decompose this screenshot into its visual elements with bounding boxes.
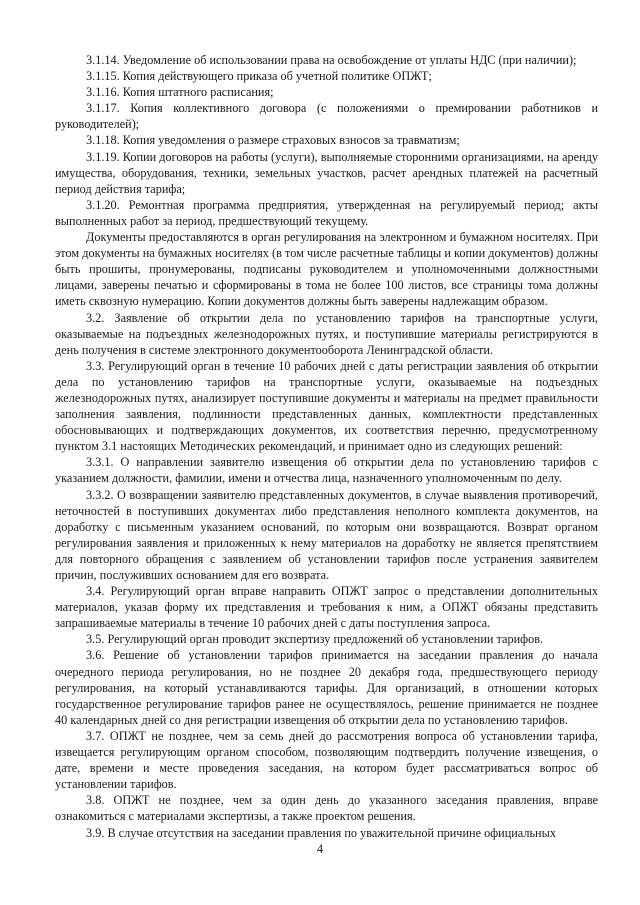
paragraph-3-3-2: 3.3.2. О возвращении заявителю представленных документов, в случае выявления противоречий, неточностей в поступивших документах либо представления неполного комплекта документов, на доработку с письменным указанием оснований, по которым они возвращаются. Возврат органом регулирования заявления и приложенных к нему материалов на доработку не является препятствием для повторного обращения с заявлением об установлении тарифов после устранения заявителем причин, послуживших основанием для его возврата.	[55, 487, 598, 582]
paragraph-3-3-1: 3.3.1. О направлении заявителю извещения об открытии дела по установлению тарифов с указанием должности, фамилии, имени и отчества лица, назначенного уполномоченным по делу.	[55, 455, 598, 486]
paragraph-3-7: 3.7. ОПЖТ не позднее, чем за семь дней до рассмотрения вопроса об установлении тарифа, извещается регулирующим органом способом, позволяющим подтвердить получение извещения, о дате, времени и месте проведения заседания, на котором будет рассматриваться вопрос об установлении тарифов.	[55, 728, 598, 792]
paragraph-3-9: 3.9. В случае отсутствия на заседании правления по уважительной причине официальных	[86, 825, 556, 840]
paragraph-3-4: 3.4. Регулирующий орган вправе направить ОПЖТ запрос о представлении дополнительных материалов, указав форму их представления и требования к ним, а ОПЖТ обязаны представить запрашиваемые материалы в течение 10 рабочих дней с даты поступления запроса.	[55, 584, 598, 631]
paragraph-3-8: 3.8. ОПЖТ не позднее, чем за один день до указанного заседания правления, вправе ознакомиться с материалами экспертизы, а также проектом решения.	[55, 793, 598, 824]
paragraph-3-1-19: 3.1.19. Копии договоров на работы (услуги), выполняемые сторонними организациями, на аренду имущества, оборудования, техники, земельных участков, расчет арендных платежей на расчетный период действия тарифа;	[55, 149, 598, 196]
page-number: 4	[316, 842, 324, 856]
paragraph-3-1-15: 3.1.15. Копия действующего приказа об учетной политике ОПЖТ;	[86, 69, 432, 84]
paragraph-3-6: 3.6. Решение об установлении тарифов принимается на заседании правления до начала очередного периода регулирования, но не позднее 20 декабря года, предшествующего периоду регулирования, на который устанавливаются тарифы. Для организаций, в отношении которых государственное регулирование тарифов ранее не осуществлялось, решение принимается не позднее 40 календарных дней со дня регистрации извещения об открытии дела по установлению тарифов.	[55, 648, 598, 727]
paragraph-3-1-16: 3.1.16. Копия штатного расписания;	[86, 85, 274, 100]
paragraph-3-1-17: 3.1.17. Копия коллективного договора (с положениями о премировании работников и руководителей);	[55, 101, 598, 132]
paragraph-3-1-20: 3.1.20. Ремонтная программа предприятия, утвержденная на регулируемый период; акты выполненных работ за период, предшествующий текущему.	[55, 197, 598, 228]
document-body	[55, 52, 598, 841]
paragraph-3-5: 3.5. Регулирующий орган проводит экспертизу предложений об установлении тарифов.	[86, 632, 544, 647]
paragraph-3-3: 3.3. Регулирующий орган в течение 10 рабочих дней с даты регистрации заявления об открытии дела по установлению тарифов на транспортные услуги, оказываемые на подъездных железнодорожных путях, анализирует поступившие документы и материалы на предмет правильности заполнения заявления, подлинности представленных данных, комплектности представленных обосновывающих и подтверждающих документов, их соответствия перечню, предусмотренному пунктом 3.1 настоящих Методических рекомендаций, и принимает одно из следующих решений:	[55, 358, 598, 454]
paragraph-documents-note: Документы предоставляются в орган регулирования на электронном и бумажном носителях. При этом документы на бумажных носителях (в том числе расчетные таблицы и копии документов) должны быть прошиты, пронумерованы, подписаны руководителем и уполномоченными должностными лицами, заверены печатью и сформированы в тома не более 100 листов, все страницы тома должны иметь сквозную нумерацию. Копии документов должны быть заверены надлежащим образом.	[55, 230, 598, 309]
paragraph-3-1-14: 3.1.14. Уведомление об использовании права на освобождение от уплаты НДС (при наличии);	[86, 53, 577, 67]
paragraph-3-2: 3.2. Заявление об открытии дела по установлению тарифов на транспортные услуги, оказываемые на подъездных железнодорожных путях, и поступившие материалы регистрируются в день получения в системе электронного документооборота Ленинградской области.	[55, 310, 598, 357]
paragraph-3-1-18: 3.1.18. Копия уведомления о размере страховых взносов за травматизм;	[86, 133, 460, 148]
